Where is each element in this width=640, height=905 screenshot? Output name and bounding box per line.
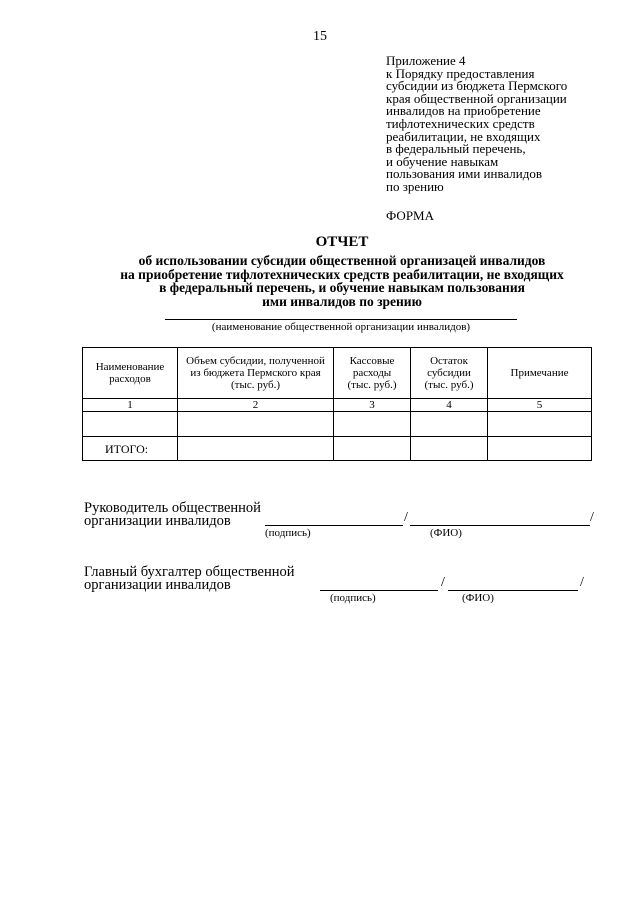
table-header-row: [83, 348, 592, 399]
subtitle-line: в федеральный перечень, и обучение навыкам пользования: [159, 280, 525, 295]
appendix-line: к Порядку предоставления: [386, 65, 535, 81]
table-cell[interactable]: [83, 412, 178, 437]
total-cell[interactable]: [488, 437, 592, 461]
header-expense-name: Наименование расходов: [83, 348, 178, 399]
header-cash-expenses: Кассовые расходы (тыс. руб.): [334, 348, 411, 399]
head-signature-line[interactable]: [265, 525, 403, 526]
report-subtitle: [0, 254, 640, 308]
appendix-block: [386, 55, 626, 194]
table-cell[interactable]: [411, 412, 488, 437]
report-table: [82, 347, 592, 461]
subtitle-line: на приобретение тифлотехнических средств реабилитации, не входящих: [120, 266, 564, 282]
total-cell[interactable]: [411, 437, 488, 461]
header-subsidy-balance: Остаток субсидии (тыс. руб.): [411, 348, 488, 399]
total-cell[interactable]: [178, 437, 334, 461]
column-number: 2: [178, 399, 334, 412]
column-number-row: [83, 399, 592, 412]
appendix-line: тифлотехнических средств: [386, 115, 535, 131]
head-signature-label: Руководитель общественной организации инвалидов: [84, 500, 261, 529]
accountant-signature-label: Главный бухгалтер общественной организации инвалидов: [84, 564, 295, 593]
column-number: 5: [488, 399, 592, 412]
total-cell[interactable]: [334, 437, 411, 461]
head-name-line[interactable]: [410, 525, 590, 526]
appendix-line: и обучение навыкам: [386, 153, 499, 169]
appendix-line: инвалидов на приобретение: [386, 103, 541, 119]
subtitle-line: об использовании субсидии общественной организацей инвалидов: [138, 253, 546, 268]
header-note: Примечание: [488, 348, 592, 399]
appendix-line: в федеральный перечень,: [386, 141, 526, 157]
table-cell[interactable]: [178, 412, 334, 437]
appendix-line: субсидии из бюджета Пермского: [386, 78, 568, 94]
accountant-slash-left: /: [441, 575, 445, 590]
head-slash-right: /: [590, 510, 594, 525]
head-slash-left: /: [404, 510, 408, 525]
table-row: [83, 412, 592, 437]
page-number: 15: [313, 29, 327, 44]
head-signature-caption: (подпись): [265, 527, 311, 539]
report-title: ОТЧЕТ: [315, 234, 369, 250]
subtitle-line: ими инвалидов по зрению: [262, 293, 422, 309]
accountant-signature-line[interactable]: [320, 590, 438, 591]
appendix-line: края общественной организации: [386, 90, 567, 106]
accountant-slash-right: /: [580, 575, 584, 590]
accountant-name-caption: (ФИО): [462, 592, 494, 604]
accountant-name-line[interactable]: [448, 590, 578, 591]
column-number: 1: [83, 399, 178, 412]
appendix-line: пользования ими инвалидов: [386, 166, 542, 182]
organization-name-field[interactable]: [165, 319, 517, 320]
head-name-caption: (ФИО): [430, 527, 462, 539]
column-number: 3: [334, 399, 411, 412]
appendix-line: реабилитации, не входящих: [386, 128, 541, 144]
table-cell[interactable]: [334, 412, 411, 437]
table-cell[interactable]: [488, 412, 592, 437]
column-number: 4: [411, 399, 488, 412]
total-label: ИТОГО:: [83, 437, 178, 461]
appendix-line: Приложение 4: [386, 53, 466, 68]
accountant-signature-caption: (подпись): [330, 592, 376, 604]
organization-name-caption: (наименование общественной организации инвалидов): [211, 321, 471, 333]
form-label: ФОРМА: [386, 208, 434, 223]
total-row: [83, 437, 592, 461]
header-subsidy-amount: Объем субсидии, полученной из бюджета Пермского края (тыс. руб.): [178, 348, 334, 399]
appendix-line: по зрению: [386, 178, 444, 194]
